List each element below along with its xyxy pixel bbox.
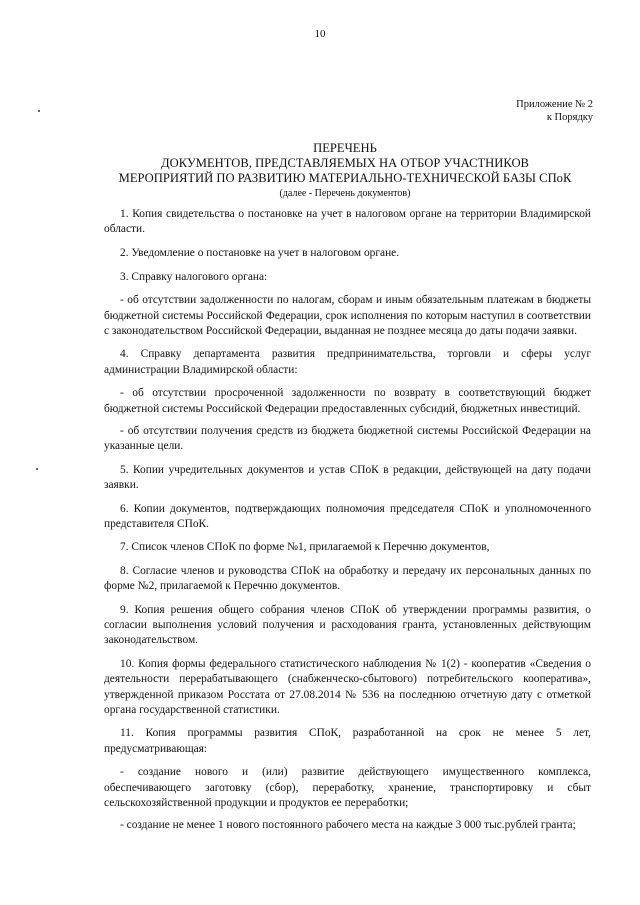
- paragraph-3-item: - об отсутствии задолженности по налогам, сборам и иным обязательным платежам в бюджеты бюджетной системы Российской Федерации, срок исполнения по которым наступил в соответствии с законодательством Российской Федерации, выданная не позднее месяца до даты подачи заявки.: [104, 294, 591, 337]
- title-line-3: МЕРОПРИЯТИЙ ПО РАЗВИТИЮ МАТЕРИАЛЬНО-ТЕХНИЧЕСКОЙ БАЗЫ СПоК: [118, 171, 572, 185]
- paragraph-4-item-1: - об отсутствии просроченной задолженности по возврату в соответствующий бюджет бюджетной системы Российской Федерации предоставленных субсидий, бюджетных инвестиций.: [104, 387, 591, 415]
- page-number: 10: [314, 28, 326, 40]
- annex-line-2: к Порядку: [546, 112, 593, 123]
- paragraph-11: 11. Копия программы развития СПоК, разработанной на срок не менее 5 лет, предусматривающая:: [104, 727, 591, 755]
- paragraph-4-item-2: - об отсутствии получения средств из бюджета бюджетной системы Российской Федерации на указанные цели.: [104, 424, 591, 452]
- paragraph-5: 5. Копии учредительных документов и устав СПоК в редакции, действующей на дату подачи заявки.: [104, 463, 591, 491]
- paragraph-2: 2. Уведомление о постановке на учет в налоговом органе.: [120, 246, 400, 259]
- paragraph-7: 7. Список членов СПоК по форме №1, прилагаемой к Перечню документов,: [120, 541, 490, 554]
- title-subtitle: (далее - Перечень документов): [279, 188, 411, 199]
- title-line-1: ПЕРЕЧЕНЬ: [313, 141, 377, 155]
- paragraph-3: 3. Справку налогового органа:: [120, 270, 268, 283]
- paragraph-6: 6. Копии документов, подтверждающих полномочия председателя СПоК и уполномоченного представителя СПоК.: [104, 502, 591, 530]
- paragraph-11-item-2: - создание не менее 1 нового постоянного рабочего места на каждые 3 000 тыс.рублей гранта;: [120, 819, 576, 831]
- paragraph-9: 9. Копия решения общего собрания членов СПоК об утверждении программы развития, о согласии выполнения условий получения и расходования гранта, установленных действующим законодательством.: [104, 604, 591, 647]
- paragraph-10: 10. Копия формы федерального статистического наблюдения № 1(2) - кооператив «Сведения о деятельности перерабатывающего (снабженческо-сбытового) потребительского кооператива», утвержденной приказом Росстата от 27.08.2014 № 536 на последнюю отчетную дату с отметкой органа государственной статистики.: [104, 658, 591, 716]
- document-title: [100, 141, 590, 201]
- title-line-2: ДОКУМЕНТОВ, ПРЕДСТАВЛЯЕМЫХ НА ОТБОР УЧАСТНИКОВ: [161, 156, 529, 170]
- paragraph-4: 4. Справку департамента развития предпринимательства, торговли и сферы услуг администрации Владимирской области:: [104, 348, 591, 376]
- scan-speck: [36, 468, 38, 470]
- annex-line-1: Приложение № 2: [516, 99, 593, 110]
- paragraph-8: 8. Согласие членов и руководства СПоК на обработку и передачу их персональных данных по форме №2, прилагаемой к Перечню документов.: [104, 565, 591, 593]
- paragraph-11-item-1: - создание нового и (или) развитие действующего имущественного комплекса, обеспечивающего заготовку (сбор), переработку, хранение, транспортировку и сбыт сельскохозяйственной продукции и продуктов ее переработки;: [104, 766, 591, 809]
- paragraph-1: 1. Копия свидетельства о постановке на учет в налоговом органе на территории Владимирской области.: [104, 208, 591, 236]
- scan-speck: [38, 110, 40, 112]
- document-body: [104, 207, 591, 842]
- annex-reference: [516, 98, 593, 124]
